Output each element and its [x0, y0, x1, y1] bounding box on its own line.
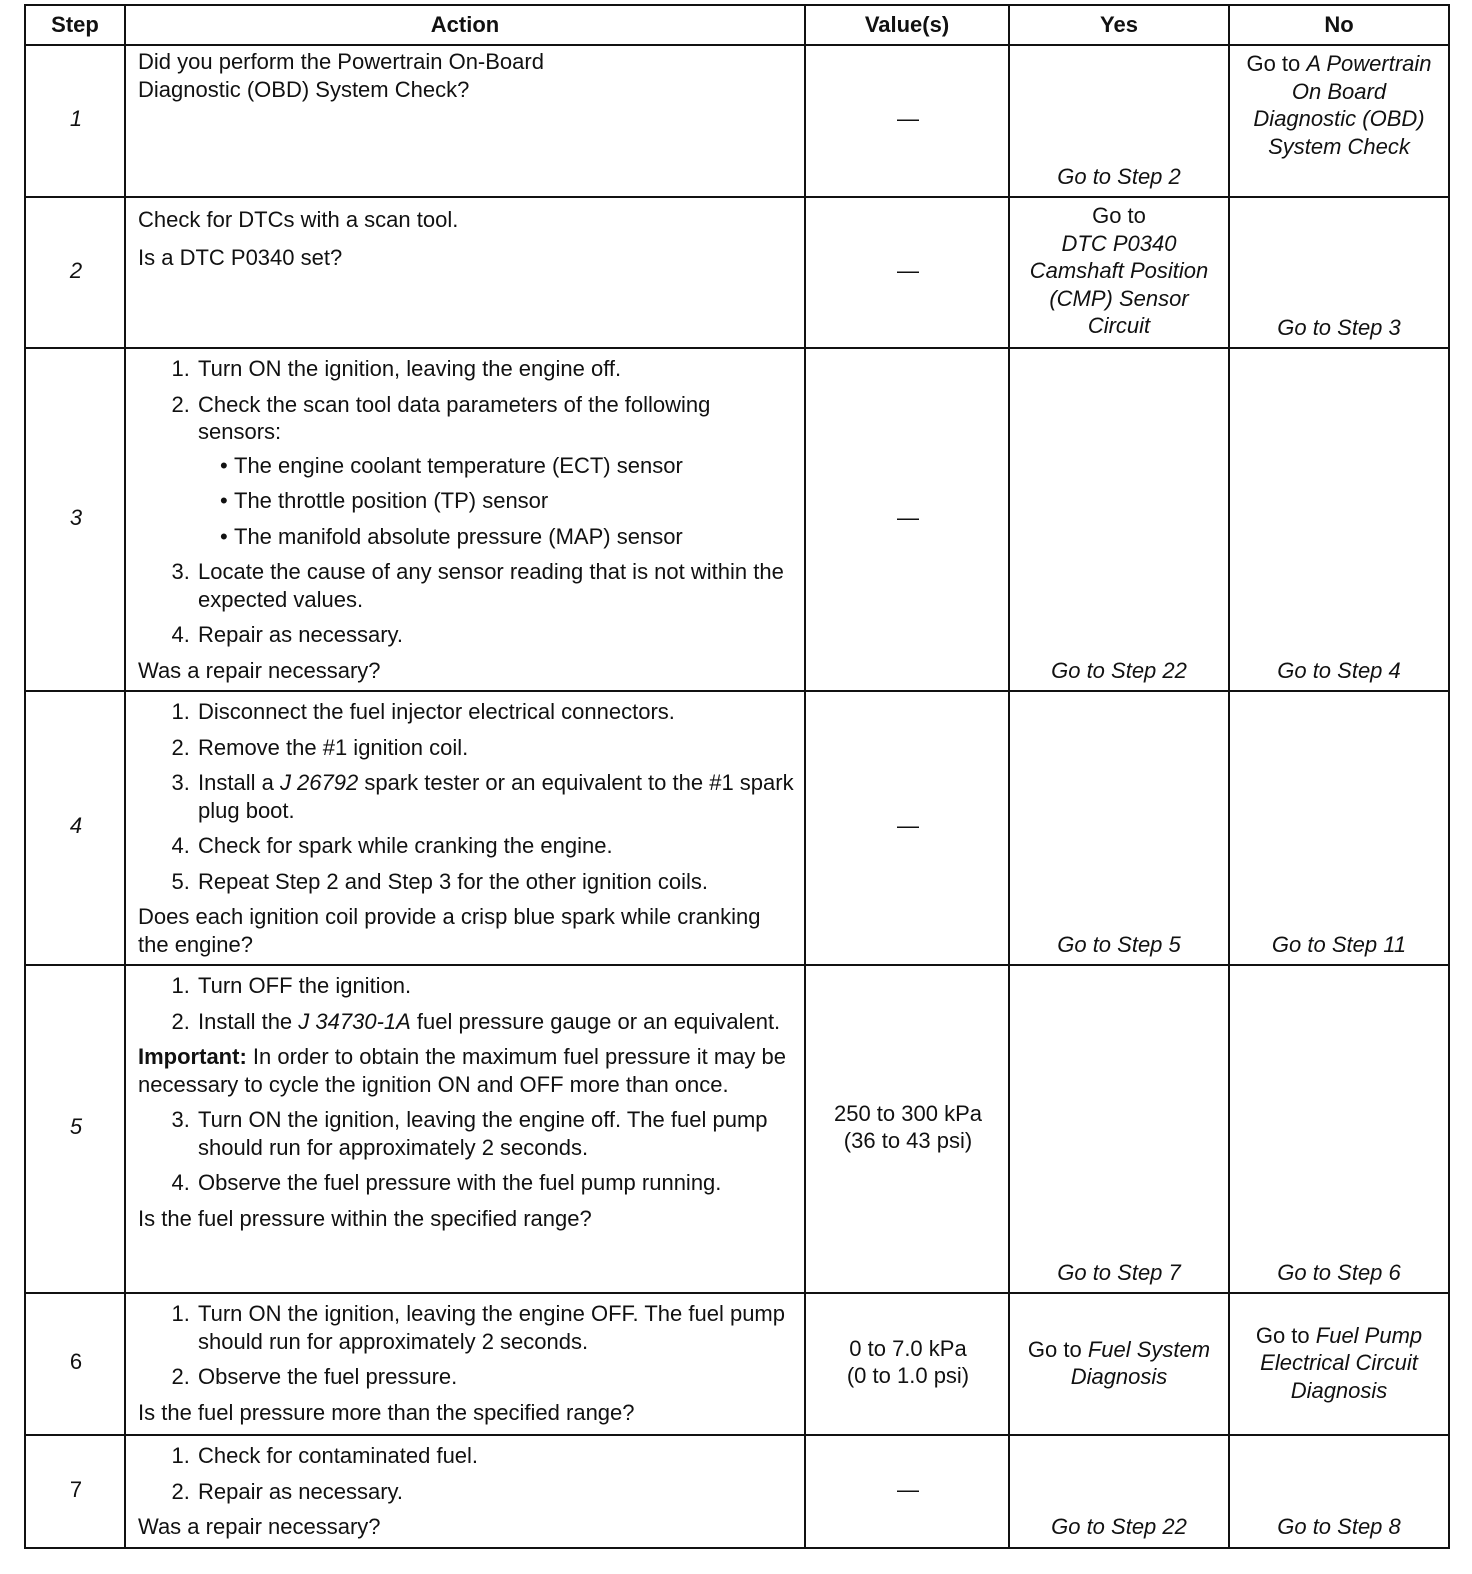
- action-cell: [125, 965, 805, 1293]
- step-number: 4: [25, 691, 125, 965]
- tool-number: J 26792: [279, 770, 359, 795]
- yes-cell: [1009, 348, 1229, 691]
- yes-link[interactable]: DTC P0340 Camshaft Position (CMP) Sensor Circuit: [1029, 230, 1209, 338]
- yes-link[interactable]: Fuel System Diagnosis: [1070, 1336, 1211, 1389]
- value-cell: —: [805, 45, 1009, 197]
- table-row: [25, 691, 1449, 965]
- action-cell: [125, 45, 805, 197]
- yes-link[interactable]: Go to Step 2: [1057, 163, 1181, 189]
- value-cell: —: [805, 197, 1009, 348]
- no-cell: [1229, 1435, 1449, 1548]
- action-step: 1. Disconnect the fuel injector electrical connectors.: [196, 698, 794, 726]
- yes-cell: [1009, 965, 1229, 1293]
- action-step: 3. Locate the cause of any sensor reading that is not within the expected values.: [196, 558, 794, 613]
- action-line: Check for DTCs with a scan tool.: [138, 207, 459, 232]
- no-link[interactable]: Fuel Pump Electrical Circuit Diagnosis: [1260, 1322, 1423, 1403]
- step-number: 2: [25, 197, 125, 348]
- action-cell: [125, 1293, 805, 1435]
- no-link[interactable]: A Powertrain On Board Diagnostic (OBD) System Check: [1253, 51, 1432, 159]
- no-link[interactable]: Go to Step 4: [1277, 657, 1401, 683]
- table-row: [25, 1293, 1449, 1435]
- value-cell: —: [805, 691, 1009, 965]
- yes-cell: [1009, 691, 1229, 965]
- important-text: In order to obtain the maximum fuel pressure it may be necessary to cycle the ignition ON and OFF more than once.: [138, 1044, 787, 1097]
- header-yes: Yes: [1009, 5, 1229, 45]
- action-cell: [125, 197, 805, 348]
- sensor-item: • The engine coolant temperature (ECT) sensor: [220, 452, 794, 480]
- step-number: 6: [25, 1293, 125, 1435]
- table-row: [25, 197, 1449, 348]
- action-steps: [138, 1106, 794, 1197]
- no-link[interactable]: Go to Step 8: [1277, 1514, 1401, 1539]
- yes-link[interactable]: Go to Step 22: [1051, 1514, 1187, 1539]
- action-step-text: fuel pressure gauge or an equivalent.: [410, 1008, 781, 1034]
- action-step: 1. Turn ON the ignition, leaving the engine OFF. The fuel pump should run for approximately 2 seconds.: [196, 1300, 794, 1355]
- yes-link[interactable]: Go to Step 7: [1057, 1259, 1181, 1285]
- value-cell: —: [805, 348, 1009, 691]
- step-number: 7: [25, 1435, 125, 1548]
- value-cell: [805, 965, 1009, 1293]
- action-step: 3. Turn ON the ignition, leaving the engine off. The fuel pump should run for approximately 2 seconds.: [196, 1106, 794, 1161]
- value-metric: 250 to 300 kPa: [833, 1100, 982, 1126]
- no-cell: [1229, 691, 1449, 965]
- header-no: No: [1229, 5, 1449, 45]
- tool-number: J 34730-1A: [298, 1008, 411, 1034]
- action-step: 1. Turn OFF the ignition.: [196, 972, 794, 1000]
- yes-prefix: Go to: [1027, 1336, 1088, 1362]
- action-step: 4. Observe the fuel pressure with the fuel pump running.: [196, 1169, 794, 1197]
- diagnostic-table: [24, 4, 1450, 1549]
- yes-cell: [1009, 45, 1229, 197]
- action-step: 2. Observe the fuel pressure.: [196, 1363, 794, 1391]
- yes-prefix: Go to: [1092, 203, 1146, 228]
- sensor-item: • The manifold absolute pressure (MAP) sensor: [220, 523, 794, 551]
- action-steps: [138, 1300, 794, 1391]
- action-question: Does each ignition coil provide a crisp blue spark while cranking the engine?: [138, 904, 761, 957]
- table-row: [25, 45, 1449, 197]
- action-step: 2. Repair as necessary.: [196, 1478, 794, 1506]
- action-step: 5. Repeat Step 2 and Step 3 for the other ignition coils.: [196, 868, 794, 896]
- no-prefix: Go to: [1255, 1322, 1316, 1348]
- header-step: Step: [25, 5, 125, 45]
- value-imperial: (36 to 43 psi): [843, 1128, 973, 1153]
- action-step: [196, 391, 794, 551]
- action-step-text: Install the: [198, 1008, 299, 1034]
- action-question: Was a repair necessary?: [138, 1514, 381, 1539]
- table-row: [25, 965, 1449, 1293]
- no-cell: [1229, 965, 1449, 1293]
- no-cell: [1229, 1293, 1449, 1435]
- important-note: [138, 1043, 794, 1098]
- action-steps: [138, 972, 794, 1035]
- no-prefix: Go to: [1246, 51, 1307, 76]
- no-cell: [1229, 45, 1449, 197]
- header-row: [25, 5, 1449, 45]
- step-number: 1: [25, 45, 125, 197]
- no-link[interactable]: Go to Step 6: [1277, 1259, 1401, 1285]
- step-number: 5: [25, 965, 125, 1293]
- action-steps: [138, 355, 794, 649]
- sensor-list: [198, 452, 794, 551]
- yes-link[interactable]: Go to Step 5: [1057, 931, 1181, 957]
- sensor-item: • The throttle position (TP) sensor: [220, 487, 794, 515]
- value-metric: 0 to 7.0 kPa: [849, 1335, 967, 1361]
- table-row: [25, 348, 1449, 691]
- action-steps: [138, 698, 794, 895]
- action-step: [196, 769, 794, 824]
- action-step-text: spark tester or an equivalent to the #1 spark plug boot.: [198, 770, 794, 823]
- action-question: Is the fuel pressure more than the specified range?: [138, 1399, 635, 1425]
- action-question: Did you perform the Powertrain On-Board Diagnostic (OBD) System Check?: [138, 49, 544, 102]
- action-cell: [125, 691, 805, 965]
- yes-cell: [1009, 197, 1229, 348]
- no-cell: [1229, 197, 1449, 348]
- action-cell: [125, 348, 805, 691]
- value-cell: —: [805, 1435, 1009, 1548]
- action-step-text: Install a: [198, 770, 280, 795]
- action-step: 1. Check for contaminated fuel.: [196, 1442, 794, 1470]
- table-row: [25, 1435, 1449, 1548]
- yes-cell: [1009, 1435, 1229, 1548]
- no-cell: [1229, 348, 1449, 691]
- action-steps: [138, 1442, 794, 1505]
- yes-cell: [1009, 1293, 1229, 1435]
- action-step: 1. Turn ON the ignition, leaving the engine off.: [196, 355, 794, 383]
- header-values: Value(s): [805, 5, 1009, 45]
- step-number: 3: [25, 348, 125, 691]
- action-step: 4. Repair as necessary.: [196, 621, 794, 649]
- action-step: 4. Check for spark while cranking the engine.: [196, 832, 794, 860]
- header-action: Action: [125, 5, 805, 45]
- value-imperial: (0 to 1.0 psi): [846, 1363, 970, 1388]
- no-link[interactable]: Go to Step 11: [1271, 931, 1407, 957]
- action-question: Is the fuel pressure within the specified range?: [138, 1205, 592, 1231]
- action-step: [196, 1008, 794, 1036]
- action-cell: [125, 1435, 805, 1548]
- action-question: Was a repair necessary?: [138, 657, 381, 683]
- yes-link[interactable]: Go to Step 22: [1051, 657, 1187, 683]
- action-step: 2. Remove the #1 ignition coil.: [196, 734, 794, 762]
- no-link[interactable]: Go to Step 3: [1277, 314, 1401, 340]
- value-cell: [805, 1293, 1009, 1435]
- important-label: Important:: [138, 1044, 247, 1069]
- action-step-text: Check the scan tool data parameters of the following sensors:: [198, 391, 711, 444]
- action-question: Is a DTC P0340 set?: [138, 244, 343, 270]
